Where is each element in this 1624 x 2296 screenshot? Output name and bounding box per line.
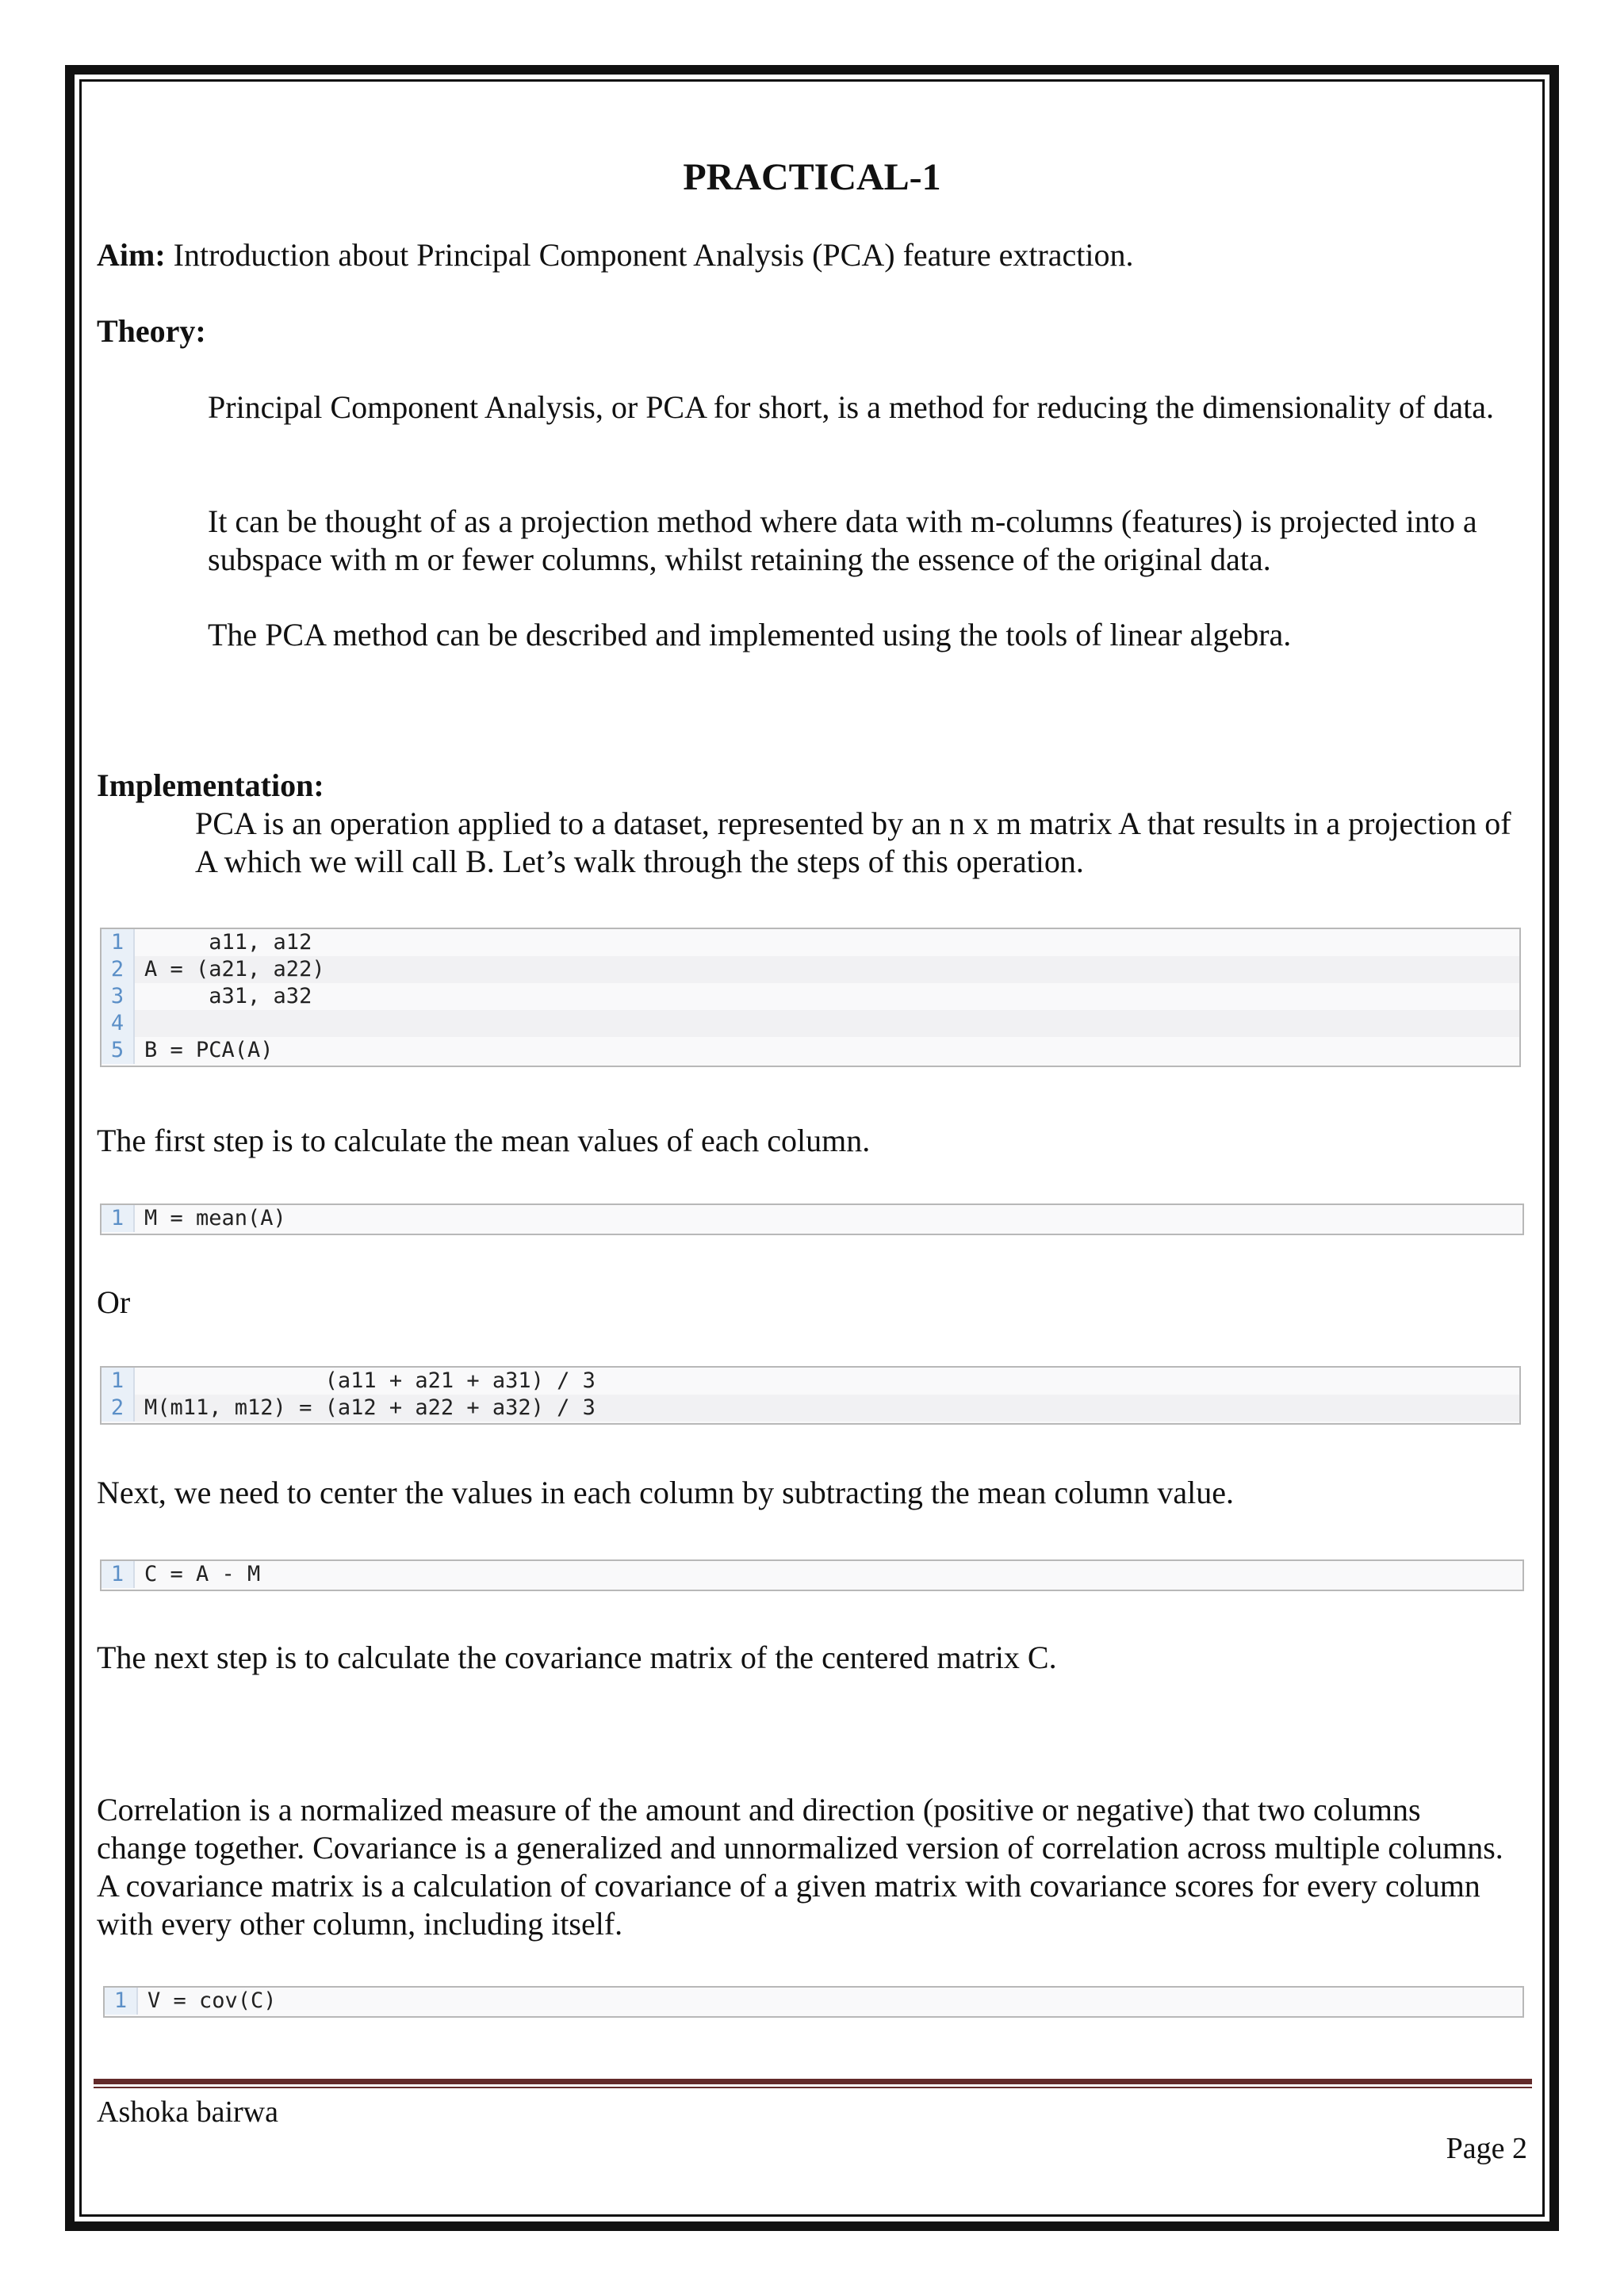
theory-paragraph-2: It can be thought of as a projection method where data with m-columns (features) is projected into a subspace with m or fewer columns, whilst retaining the essence of the original data. bbox=[208, 503, 1477, 577]
code-line bbox=[102, 1368, 1519, 1395]
footer-author: Ashoka bairwa bbox=[97, 2095, 278, 2129]
theory-paragraph-3: The PCA method can be described and implemented using the tools of linear algebra. bbox=[208, 617, 1292, 652]
code-block-matrix bbox=[100, 928, 1521, 1067]
code-text: M(m11, m12) = (a12 + a22 + a32) / 3 bbox=[144, 1395, 596, 1420]
code-text: V = cov(C) bbox=[147, 1988, 277, 2013]
theory-paragraph-1: Principal Component Analysis, or PCA for short, is a method for reducing the dimensionality of data. bbox=[208, 389, 1494, 425]
code-line bbox=[102, 1395, 1519, 1422]
line-number: 1 bbox=[102, 929, 135, 956]
implementation-label: Implementation: bbox=[97, 767, 324, 803]
code-line bbox=[102, 1561, 1522, 1588]
footer-page-number: Page 2 bbox=[1446, 2132, 1527, 2165]
page-title: PRACTICAL-1 bbox=[683, 156, 941, 198]
step-or-text: Or bbox=[97, 1284, 131, 1320]
step-mean-text: The first step is to calculate the mean values of each column. bbox=[97, 1123, 871, 1158]
code-line bbox=[105, 1988, 1522, 2015]
aim-line bbox=[97, 236, 1134, 274]
aim-label: Aim: bbox=[97, 237, 166, 273]
code-text: C = A - M bbox=[144, 1562, 261, 1586]
code-text: B = PCA(A) bbox=[144, 1038, 274, 1062]
code-line bbox=[102, 1205, 1522, 1232]
implementation-intro: PCA is an operation applied to a dataset, represented by an n x m matrix A that results in a projection of A which we will call B. Let’s walk through the steps of this operation. bbox=[195, 806, 1511, 879]
code-text: M = mean(A) bbox=[144, 1206, 286, 1230]
line-number: 1 bbox=[102, 1561, 135, 1588]
line-number: 3 bbox=[102, 983, 135, 1010]
line-number: 1 bbox=[105, 1988, 138, 2015]
code-block-mean-formula bbox=[100, 1366, 1521, 1425]
code-text bbox=[135, 1010, 144, 1037]
line-number: 1 bbox=[102, 1368, 135, 1395]
code-line bbox=[102, 1037, 1519, 1064]
code-line bbox=[102, 983, 1519, 1010]
line-number: 1 bbox=[102, 1205, 135, 1232]
footer-rule-thick bbox=[94, 2079, 1532, 2084]
line-number: 5 bbox=[102, 1037, 135, 1064]
line-number: 4 bbox=[102, 1010, 135, 1037]
code-block-mean bbox=[100, 1203, 1524, 1235]
code-text: a11, a12 bbox=[144, 930, 312, 955]
line-number: 2 bbox=[102, 1395, 135, 1422]
step-center-text: Next, we need to center the values in each column by subtracting the mean column value. bbox=[97, 1475, 1234, 1510]
code-line bbox=[102, 929, 1519, 956]
code-line bbox=[102, 1010, 1519, 1037]
code-text: A = (a21, a22) bbox=[144, 957, 325, 982]
aim-text: Introduction about Principal Component Analysis (PCA) feature extraction. bbox=[173, 237, 1134, 273]
code-text: a31, a32 bbox=[144, 984, 312, 1008]
code-line bbox=[102, 956, 1519, 983]
theory-label: Theory: bbox=[97, 313, 206, 349]
line-number: 2 bbox=[102, 956, 135, 983]
footer-rule-thin bbox=[94, 2087, 1532, 2088]
code-text: (a11 + a21 + a31) / 3 bbox=[144, 1368, 596, 1393]
code-block-center bbox=[100, 1559, 1524, 1591]
correlation-paragraph: Correlation is a normalized measure of the amount and direction (positive or negative) that two columns change together. Covariance is a generalized and unnormalized version of correlation across multiple columns. A covariance matrix is a calculation of covariance of a given matrix with covariance scores for every column with every other column, including itself. bbox=[97, 1792, 1503, 1942]
code-block-cov bbox=[103, 1986, 1524, 2018]
step-covariance-text: The next step is to calculate the covariance matrix of the centered matrix C. bbox=[97, 1640, 1057, 1675]
